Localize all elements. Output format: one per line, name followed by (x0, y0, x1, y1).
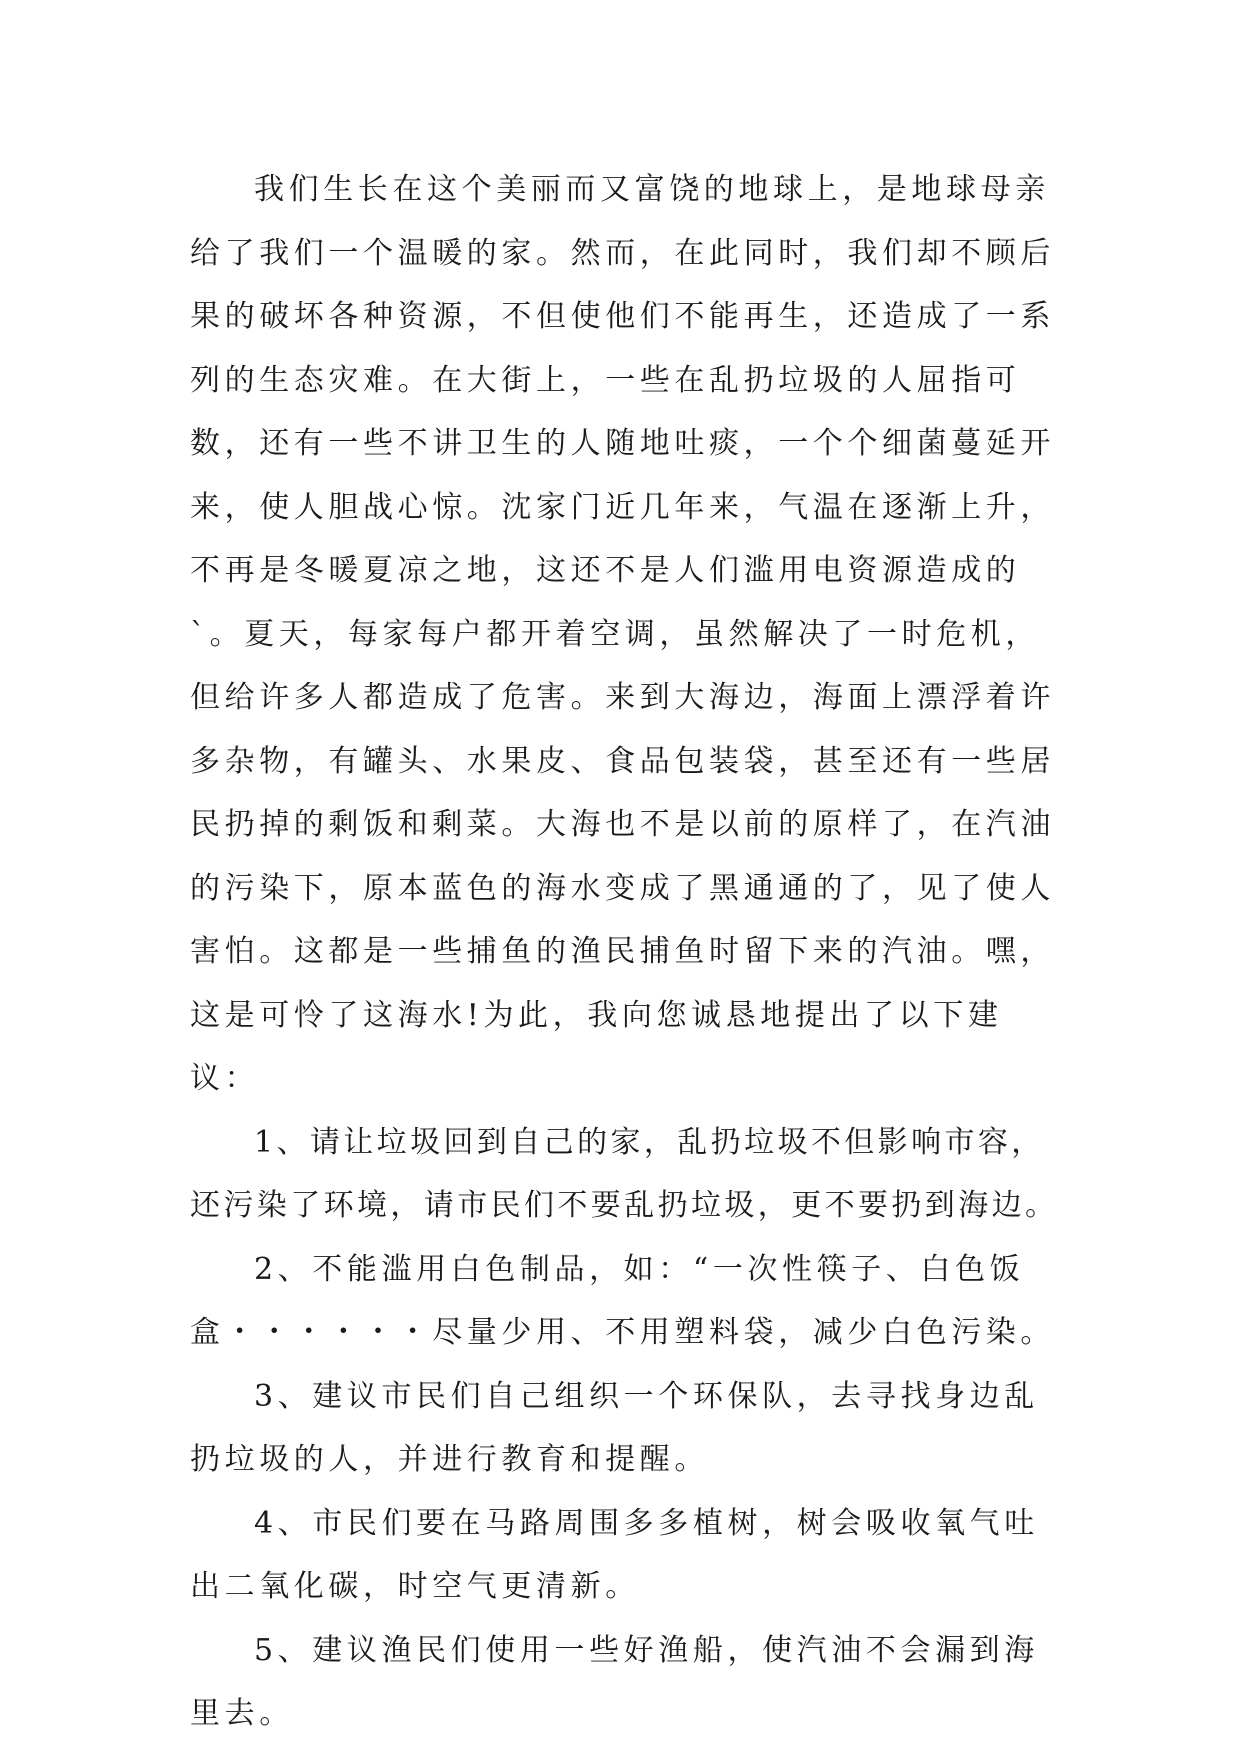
intro-paragraph: 我们生长在这个美丽而又富饶的地球上，是地球母亲给了我们一个温暖的家。然而，在此同时，我们却不顾后果的破坏各种资源，不但使他们不能再生，还造成了一系列的生态灾难。在大街上，一些在乱扔垃圾的人屈指可数，还有一些不讲卫生的人随地吐痰，一个个细菌蔓延开来，使人胆战心惊。沈家门近几年来，气温在逐渐上升，不再是冬暖夏凉之地，这还不是人们滥用电资源造成的`。夏天，每家每户都开着空调，虽然解决了一时危机，但给许多人都造成了危害。来到大海边，海面上漂浮着许多杂物，有罐头、水果皮、食品包装袋，甚至还有一些居民扔掉的剩饭和剩菜。大海也不是以前的原样了，在汽油的污染下，原本蓝色的海水变成了黑通通的了，见了使人害怕。这都是一些捕鱼的渔民捕鱼时留下来的汽油。嘿，这是可怜了这海水!为此，我向您诚恳地提出了以下建议： (190, 172, 1055, 1096)
document-body (190, 158, 1070, 1746)
suggestion-2: 2、不能滥用白色制品，如：“一次性筷子、白色饭盒・・・・・・尽量少用、不用塑料袋，减少白色污染。 (190, 1251, 1055, 1350)
suggestion-5: 5、建议渔民们使用一些好渔船，使汽油不会漏到海里去。 (190, 1632, 1039, 1731)
suggestion-4: 4、市民们要在马路周围多多植树，树会吸收氧气吐出二氧化碳，时空气更清新。 (190, 1505, 1039, 1604)
suggestion-3: 3、建议市民们自己组织一个环保队，去寻找身边乱扔垃圾的人，并进行教育和提醒。 (190, 1378, 1039, 1477)
suggestion-1: 1、请让垃圾回到自己的家，乱扔垃圾不但影响市容，还污染了环境，请市民们不要乱扔垃圾，更不要扔到海边。 (190, 1124, 1059, 1223)
